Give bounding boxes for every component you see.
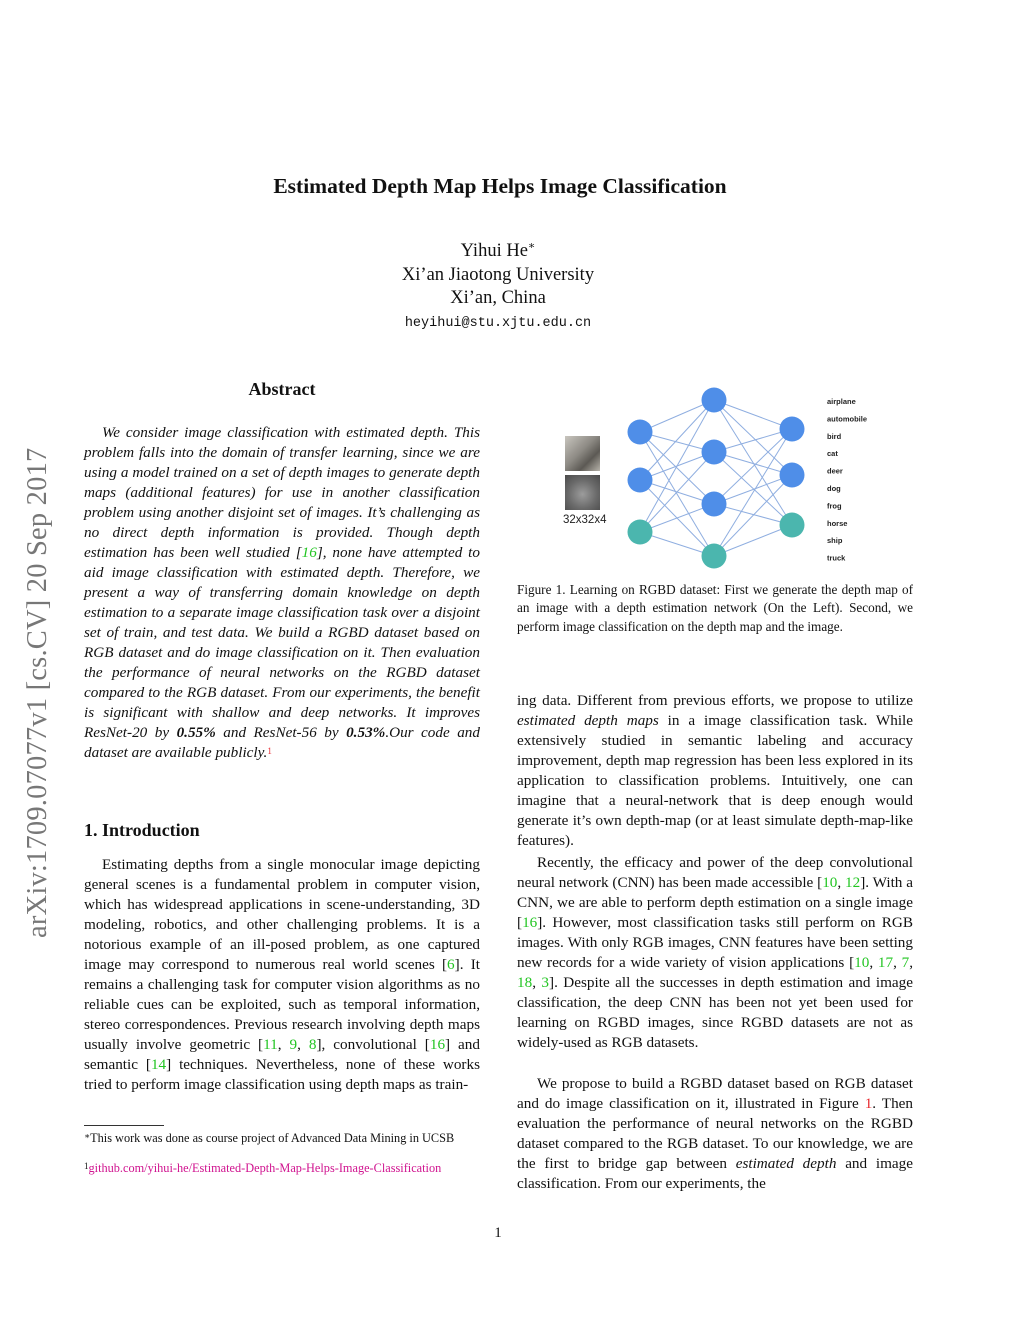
intro-text-4: ] and semantic [ <box>84 1036 480 1073</box>
abstract-heading: Abstract <box>248 379 316 399</box>
abstract-text-4: .Our code and dataset are available publicly. <box>84 724 480 761</box>
network-nodes <box>628 388 805 569</box>
separator: , <box>837 874 846 891</box>
location: Xi’an, China <box>450 288 546 308</box>
class-label-dog: dog <box>827 484 841 493</box>
intro-paragraph <box>84 855 480 1095</box>
citation-link[interactable]: 8 <box>308 1036 317 1053</box>
class-label-deer: deer <box>827 466 843 476</box>
author-email: heyihui@stu.xjtu.edu.cn <box>404 316 592 331</box>
author-text: Yihui He <box>460 241 528 261</box>
network-node <box>702 440 727 465</box>
footnote-link[interactable]: 1 <box>267 746 272 756</box>
class-label-truck: truck <box>827 553 846 563</box>
resnet20-improvement: 0.55% <box>176 724 216 741</box>
network-edge <box>714 475 792 556</box>
intro-text-1: Estimating depths from a single monocular image depicting general scenes is a fundamental problem in computer vision, which has widespread applications in scene-understanding, 3D modeling, robotics, and other challenging problems. It is a notorious example of an ill-posed problem, as one captured image may correspond to numerous real world scenes [ <box>84 856 480 973</box>
citation-link[interactable]: 10 <box>822 874 838 891</box>
text: and image classification. From our experiments, the <box>517 1155 913 1192</box>
author-footnote-mark: ∗ <box>527 240 536 252</box>
citation-link[interactable]: 18 <box>517 974 533 991</box>
footnote-1-text: This work was done as course project of Advanced Data Mining in UCSB <box>90 1131 455 1145</box>
network-node <box>780 417 805 442</box>
citation-link[interactable]: 14 <box>150 1056 167 1073</box>
network-node <box>780 463 805 488</box>
network-edge <box>714 525 792 556</box>
network-node <box>780 513 805 538</box>
section-heading-introduction: 1. Introduction <box>84 820 200 840</box>
citation-link[interactable]: 9 <box>289 1036 298 1053</box>
emphasis: estimated depth maps <box>517 712 659 729</box>
abstract-body <box>84 423 480 763</box>
right-paragraph-1 <box>517 691 913 851</box>
separator: , <box>532 974 542 991</box>
network-node <box>628 520 653 545</box>
intro-text-3: ], convolutional [ <box>316 1036 430 1053</box>
separator: , <box>297 1036 309 1053</box>
separator: , <box>277 1036 290 1053</box>
network-node <box>702 388 727 413</box>
separator: , <box>869 954 878 971</box>
author-name <box>0 241 996 262</box>
abstract-text-1: We consider image classification with estimated depth. This problem falls into the domain of transfer learning, since we are using a model trained on a set of depth images to generate depth maps (additional features) for use in another classification problem using another disjoint set of images. It’s challenging as no direct depth information is provided. Though depth estimation has been well studied [ <box>84 424 480 561</box>
separator: , <box>893 954 902 971</box>
right-paragraph-2 <box>517 853 913 1053</box>
citation-link[interactable]: 11 <box>263 1036 278 1053</box>
intro-text-5: ] techniques. Nevertheless, none of these works tried to perform image classification using depth maps as train- <box>84 1056 480 1093</box>
class-labels <box>827 397 867 563</box>
citation-link[interactable]: 12 <box>845 874 861 891</box>
network-edges <box>640 400 792 556</box>
github-link[interactable]: github.com/yihui-he/Estimated-Depth-Map-Helps-Image-Classification <box>88 1161 442 1175</box>
right-paragraph-3 <box>517 1074 913 1194</box>
text: ]. Despite all the successes in depth estimation and image classification, the deep CNN has been not yet been used for learning on RGBD images, since RGBD datasets are not as widely-used as RGB datasets. <box>517 974 913 1051</box>
footnote-divider <box>84 1125 164 1126</box>
abstract-text-2: ], none have attempted to aid image classification with estimated depth. Therefore, we present a way of transferring domain knowledge on depth estimation to a separate image classification task over a disjoint set of train, and test data. We build a RGBD dataset based on RGB dataset and do image classification on it. Then evaluation the performance of neural networks on the RGBD dataset compared to the RGB dataset. From our experiments, the benefit is significant with shallow and deep networks. It improves ResNet-20 by <box>84 544 480 741</box>
emphasis: estimated depth <box>735 1155 837 1172</box>
footnote-1 <box>84 1130 480 1146</box>
text: ing data. Different from previous efforts, we propose to utilize <box>517 692 913 709</box>
class-label-ship: ship <box>827 536 843 546</box>
citation-link[interactable]: 10 <box>854 954 870 971</box>
arxiv-identifier: arXiv:1709.07077v1 [cs.CV] 20 Sep 2017 <box>22 447 53 938</box>
citation-link[interactable]: 17 <box>877 954 894 971</box>
text: We propose to build a RGBD dataset based on RGB dataset and do image classification on it, illustrated in Figure <box>517 1075 913 1112</box>
network-diagram <box>515 380 915 572</box>
citation-link[interactable]: 16 <box>301 544 317 561</box>
text: ]. However, most classification tasks still perform on RGB images. With only RGB images, CNN features have been setting new records for a wide variety of vision applications [ <box>517 914 913 971</box>
text: Recently, the efficacy and power of the deep convolutional neural network (CNN) has been made accessible [ <box>517 854 913 891</box>
text: . Then evaluation the performance of neural networks on the RGBD dataset compared to the RGB dataset. To our knowledge, we are the first to bridge gap between <box>517 1095 913 1172</box>
class-label-frog: frog <box>827 501 842 511</box>
figure-caption: Figure 1. Learning on RGBD dataset: First we generate the depth map of an image with a depth estimation network (On the Left). Second, we perform image classification on the depth map and the image. <box>517 582 913 634</box>
figure-reference-link[interactable]: 1 <box>864 1095 873 1112</box>
input-size-label: 32x32x4 <box>563 514 607 526</box>
intro-text-2: ]. It remains a challenging task for computer vision algorithms as no reliable cues can be exploited, such as temporal information, stereo correspondences. Previous research involving depth maps usually involve geometric [ <box>84 956 480 1053</box>
class-label-automobile: automobile <box>827 414 868 424</box>
class-label-bird: bird <box>827 431 842 441</box>
network-node <box>628 468 653 493</box>
text: in a image classification task. While extensively studied in semantic labeling and accuracy improvement, depth map regression has been less explored in its application to classification problems. Intuitively, one can imagine that a neural-network that is deep enough would generate it’s own depth-map (or at least simulate depth-map-like features). <box>517 712 914 849</box>
resnet56-improvement: 0.53% <box>346 724 386 741</box>
footnote-1-mark: ∗ <box>84 1131 91 1141</box>
citation-link[interactable]: 6 <box>447 956 455 973</box>
network-edge <box>640 400 714 532</box>
footnote-2 <box>84 1160 480 1176</box>
network-node <box>702 492 727 517</box>
citation-link[interactable]: 16 <box>522 914 538 931</box>
page-number: 1 <box>494 1225 502 1241</box>
citation-link[interactable]: 3 <box>541 974 550 991</box>
citation-link[interactable]: 16 <box>429 1036 446 1053</box>
network-node <box>702 544 727 569</box>
separator: , <box>909 954 914 971</box>
class-label-airplane: airplane <box>827 397 856 406</box>
class-label-cat: cat <box>827 449 838 459</box>
text: ]. With a CNN, we are able to perform depth estimation on a single image [ <box>517 874 913 931</box>
abstract-text-3: and ResNet-56 by <box>215 724 347 741</box>
citation-link[interactable]: 7 <box>901 954 910 971</box>
affiliation: Xi’an Jiaotong University <box>401 265 595 285</box>
class-label-horse: horse <box>827 518 848 528</box>
footnote-2-mark: 1 <box>84 1161 89 1171</box>
network-node <box>628 420 653 445</box>
paper-title: Estimated Depth Map Helps Image Classification <box>273 174 727 198</box>
